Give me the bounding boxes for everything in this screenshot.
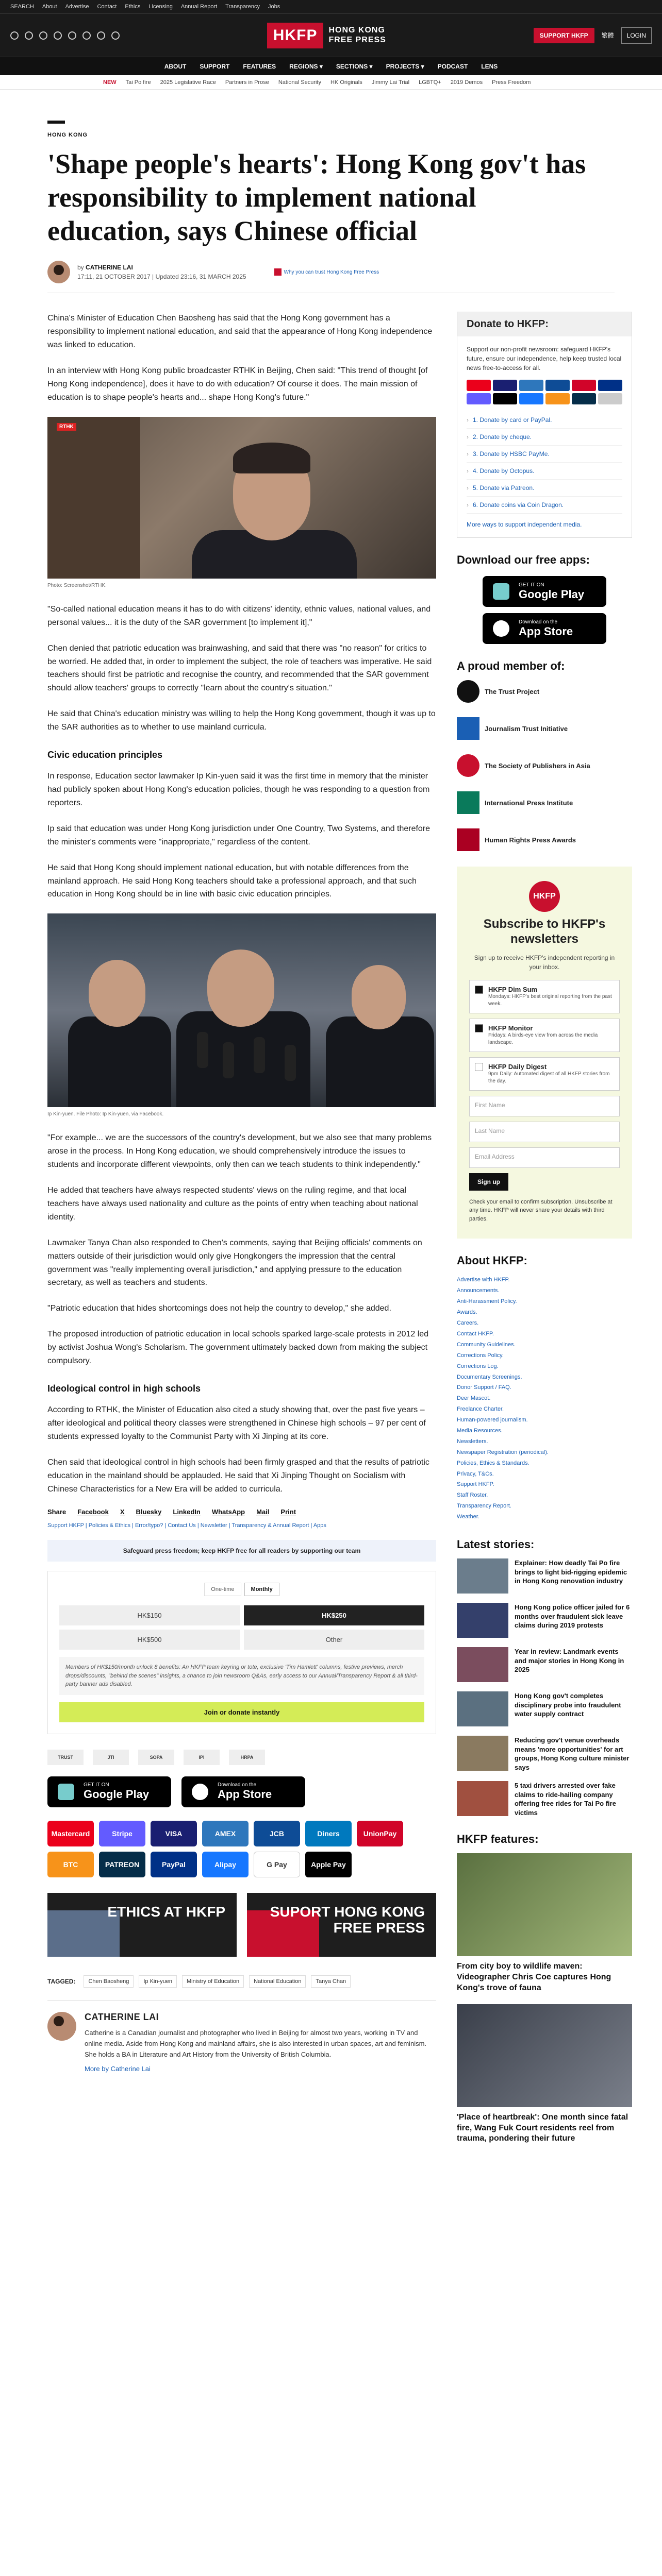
trust-project-icon — [274, 268, 282, 276]
share-print[interactable]: Print — [280, 1508, 296, 1516]
about-link[interactable]: Anti-Harassment Policy. — [457, 1298, 517, 1305]
paragraph: In response, Education sector lawmaker Ip Kin-yuen said it was the first time in memory that the minister had publicly spoken about Hong Kong's education policies, though he was responding to a question from reporters. — [47, 772, 430, 807]
about-link[interactable]: Support HKFP. — [457, 1481, 494, 1488]
donate-option[interactable] — [467, 446, 622, 463]
trust-project-logo: TRUST — [47, 1750, 84, 1765]
story-title: Explainer: How deadly Tai Po fire brings to light bid-rigging epidemic in Hong Kong renovation industry — [515, 1558, 627, 1585]
newsletter-name: HKFP Dim Sum — [488, 985, 538, 993]
paragraph: The proposed introduction of patriotic education in local schools sparked large-scale protests in 2012 led by activist Joshua Wong's Scholarism. The government ultimately backed down from making the subject compulsory. — [47, 1330, 429, 1366]
share-linkedin[interactable]: LinkedIn — [173, 1508, 201, 1516]
jti-logo: JTI — [93, 1750, 129, 1765]
article-title: 'Shape people's hearts': Hong Kong gov't has responsibility to implement national education, says Chinese official — [47, 148, 586, 246]
trending-link[interactable]: Tai Po fire — [125, 79, 151, 86]
google-play-icon — [493, 583, 509, 600]
alipay-icon: Alipay — [202, 1852, 249, 1877]
photo-caption: Ip Kin-yuen. File Photo: Ip Kin-yuen, via Facebook. — [47, 1111, 164, 1117]
member-hrpa[interactable] — [457, 828, 576, 851]
nav-item[interactable]: SUPPORT — [200, 62, 230, 70]
nav-item[interactable]: PROJECTS ▾ — [386, 62, 424, 70]
amount-option-selected[interactable]: HK$250 — [244, 1605, 424, 1625]
paragraph: Lawmaker Tanya Chan also responded to Chen's comments, saying that Beijing officials' comments on matters outside of their jurisdiction would only give Hongkongers the impression that the central government was "really implementing overall jurisdiction," and applying pressure to the education secretary, as well as teachers and students. — [47, 1238, 422, 1287]
member-benefits: Members of HK$150/month unlock 8 benefits: An HKFP team keyring or tote, exclusive 'Tim Hamlett' columns, festive previews, merch drops/discounts, "behind the scenes" insights, a chance to join newsroom Q&As, early access to our Annual/Transparency Report & all third-party banner ads disabled. — [59, 1657, 424, 1695]
more-by-author-link[interactable]: More by Catherine Lai — [85, 2065, 151, 2073]
logo-mark: HKFP — [267, 23, 324, 48]
trending-link[interactable]: Partners in Prose — [225, 79, 269, 86]
paragraph: He added that teachers have always respected students' views on the ruling regime, and that local teachers have always used nationality and culture as the points of entry when teaching about national identity. — [47, 1186, 418, 1222]
about-link[interactable]: Corrections Log. — [457, 1363, 499, 1369]
main-nav — [0, 57, 662, 75]
author-link[interactable]: CATHERINE LAI — [86, 264, 133, 272]
donate-option-label: 3. Donate by HSBC PayMe. — [473, 450, 550, 458]
trending-link[interactable]: LGBTQ+ — [419, 79, 441, 86]
google-play-button[interactable] — [483, 576, 606, 607]
donate-option[interactable] — [467, 412, 622, 429]
paragraph: Ip said that education was under Hong Kong jurisdiction under One Country, Two Systems, and therefore the minister's comments were "inappropriate," regardless of the content. — [47, 824, 431, 846]
hrpa-icon — [457, 828, 479, 851]
member-name: International Press Institute — [485, 799, 573, 807]
newsletter-desc: Mondays: HKFP's best original reporting from the past week. — [488, 993, 612, 1007]
trending-link[interactable]: HK Originals — [330, 79, 362, 86]
youtube-icon[interactable] — [68, 31, 76, 40]
store-subtitle: Download on the — [519, 619, 558, 625]
paragraph: China's Minister of Education Chen Baosheng has said that the Hong Kong government has a responsibility to implement national education, and said that the appearance of Hong Kong independence was linked to education. — [47, 314, 433, 350]
donate-heading: Donate to HKFP: — [457, 312, 632, 336]
chevron-right-icon: › — [467, 501, 469, 509]
checkbox-checked[interactable] — [475, 986, 483, 994]
member-name: The Society of Publishers in Asia — [485, 761, 590, 770]
hrpa-logo: HRPA — [229, 1750, 265, 1765]
latest-story[interactable] — [457, 1647, 632, 1682]
member-name: Journalism Trust Initiative — [485, 724, 568, 733]
about-link[interactable]: Newsletters. — [457, 1438, 488, 1445]
app-store-button[interactable] — [483, 613, 606, 644]
publish-date: 17:11, 21 OCTOBER 2017 — [77, 273, 151, 281]
topbar-link[interactable]: Advertise — [65, 4, 89, 10]
tab-monthly[interactable]: Monthly — [244, 1583, 279, 1596]
photo-caption: Photo: Screenshot/RTHK. — [47, 582, 107, 588]
story-thumbnail — [457, 1647, 508, 1682]
latest-stories — [457, 1558, 632, 1817]
donate-option[interactable] — [467, 480, 622, 497]
chevron-right-icon: › — [467, 416, 469, 424]
apple-icon — [192, 1784, 208, 1800]
latest-story[interactable] — [457, 1558, 632, 1594]
checkbox-checked[interactable] — [475, 1024, 483, 1032]
paragraph: He said that China's education ministry was willing to help the Hong Kong government, though it was up to the SAR authorities as to whether to use mainland curricula. — [47, 709, 436, 732]
share-whatsapp[interactable]: WhatsApp — [211, 1508, 245, 1516]
google-pay-icon: G Pay — [254, 1852, 300, 1877]
feature-story[interactable] — [457, 2004, 632, 2144]
newsletter-option[interactable] — [469, 1057, 620, 1091]
signup-fineprint: Check your email to confirm subscription. Unsubscribe at any time. HKFP will never share your details with third parties. — [469, 1198, 613, 1222]
linkedin-icon[interactable] — [82, 31, 91, 40]
story-title: Hong Kong police officer jailed for 6 months over fraudulent sick leave claims during 2019 protests — [515, 1603, 630, 1630]
mastercard-icon: Mastercard — [47, 1821, 94, 1846]
sidebar-app-buttons — [457, 576, 632, 644]
sopa-logo: SOPA — [138, 1750, 174, 1765]
topbar-link[interactable]: Transparency — [225, 4, 260, 10]
paragraph: "Patriotic education that hides shortcomings does not help the country to develop," she added. — [47, 1304, 391, 1313]
sopa-icon — [457, 754, 479, 777]
nav-item[interactable]: PODCAST — [437, 62, 468, 70]
newsletter-option[interactable] — [469, 1019, 620, 1052]
author-name[interactable]: CATHERINE LAI — [85, 2011, 159, 2022]
topbar-link[interactable]: Jobs — [268, 4, 280, 10]
story-thumbnail — [457, 1603, 508, 1638]
author-bio: Catherine is a Canadian journalist and photographer who lived in Beijing for almost two years, working in TV and online media. Aside from Hong Kong and mainland affairs, she is also interested in urban spaces, art and feminism. She holds a BA in Literature and Art History from the University of British Columbia. — [85, 2028, 427, 2058]
join-button[interactable]: Join or donate instantly — [59, 1702, 424, 1722]
article-body — [47, 312, 436, 2155]
tag-link[interactable]: Ministry of Education — [182, 1975, 244, 1988]
last-name-field[interactable]: Last Name — [469, 1122, 620, 1142]
jcb-icon: JCB — [254, 1821, 300, 1846]
logo-text: FREE PRESS — [328, 35, 386, 44]
member-sopa[interactable] — [457, 754, 590, 777]
store-subtitle: GET IT ON — [519, 582, 544, 588]
about-link[interactable]: Freelance Charter. — [457, 1406, 504, 1413]
subheading: Civic education principles — [47, 750, 163, 760]
about-link[interactable]: Contact HKFP. — [457, 1330, 494, 1337]
trust-link[interactable] — [274, 268, 379, 276]
safeguard-banner[interactable]: Safeguard press freedom; keep HKFP free for all readers by supporting our team — [47, 1540, 436, 1562]
about-link[interactable]: Weather. — [457, 1514, 479, 1520]
about-link[interactable]: Careers. — [457, 1320, 479, 1327]
donate-option-label: 4. Donate by Octopus. — [473, 467, 535, 475]
about-link[interactable]: Awards. — [457, 1309, 477, 1316]
support-button[interactable]: SUPPORT HKFP — [534, 28, 594, 43]
support-banner[interactable] — [247, 1893, 436, 1957]
member-trust-project[interactable] — [457, 680, 539, 703]
chevron-right-icon: › — [467, 467, 469, 475]
google-play-icon — [58, 1784, 74, 1800]
trending-tags — [0, 75, 662, 90]
newsletter-desc: Fridays: A birds-eye view from across the media landscape. — [488, 1032, 598, 1045]
topbar-link[interactable]: Licensing — [148, 4, 173, 10]
member-name: Human Rights Press Awards — [485, 836, 576, 844]
article-photo — [47, 913, 436, 1107]
story-thumbnail — [457, 1691, 508, 1726]
donate-intro: Support our non-profit newsroom: safeguard HKFP's future, ensure our independence, help keep trusted local news free-to-access for all. — [467, 346, 622, 372]
tagged-label: TAGGED: — [47, 1977, 76, 1985]
store-subtitle: GET IT ON — [84, 1782, 109, 1788]
about-link[interactable]: Human-powered journalism. — [457, 1417, 528, 1423]
feature-image — [457, 1853, 632, 1956]
trending-link[interactable]: 2019 Demos — [450, 79, 483, 86]
share-label: Share — [47, 1508, 67, 1516]
store-title: Google Play — [84, 1788, 150, 1801]
amount-option[interactable]: HK$150 — [59, 1605, 240, 1625]
paragraph: "For example... we are the successors of the country's development, but we also see that many problems arose in the process. In Hong Kong education, we should comprehensively introduce the issues to students and incorporate different viewpoints, only then can we teach students to think independently." — [47, 1133, 432, 1170]
sidebar — [457, 312, 632, 2155]
about-link[interactable]: Policies, Ethics & Standards. — [457, 1460, 529, 1466]
about-link[interactable]: Donor Support / FAQ. — [457, 1384, 511, 1391]
about-link[interactable]: Newspaper Registration (periodical). — [457, 1449, 549, 1455]
patreon-icon: PATREON — [99, 1852, 145, 1877]
payment-methods — [47, 1821, 436, 1877]
login-button[interactable]: LOGIN — [621, 27, 652, 44]
ipi-logo: IPI — [184, 1750, 220, 1765]
card-logos — [467, 380, 622, 404]
language-link[interactable]: 繁體 — [601, 32, 614, 39]
paragraph: In an interview with Hong Kong public broadcaster RTHK in Beijing, Chen said: "This trend of thought [of Hong Kong independence], does it have to do with education? Of course it does. The main mission of education is to shape people's hearts and... shape Hong Kong's future." — [47, 366, 428, 402]
about-heading: About HKFP: — [457, 1254, 527, 1267]
features-heading: HKFP features: — [457, 1833, 539, 1846]
ipi-icon — [457, 791, 479, 814]
diners-icon: Diners — [305, 1821, 352, 1846]
subscribe-title: Subscribe to HKFP's newsletters — [483, 917, 606, 946]
trending-link[interactable]: Jimmy Lai Trial — [371, 79, 410, 86]
site-logo[interactable] — [267, 23, 386, 48]
latest-story[interactable] — [457, 1691, 632, 1726]
about-link[interactable]: Privacy, T&Cs. — [457, 1470, 494, 1477]
topbar-link[interactable]: Ethics — [125, 4, 141, 10]
subscribe-lead: Sign up to receive HKFP's independent reporting in your inbox. — [474, 954, 615, 971]
paragraph: He said that Hong Kong should implement national education, but with notable differences from the mainland approach. He said Hong Kong teachers should take a professional approach, and that such education in Hong Kong should be in line with basic civic education principles. — [47, 863, 417, 899]
latest-story[interactable] — [457, 1781, 632, 1817]
story-thumbnail — [457, 1736, 508, 1771]
top-utility-bar — [0, 0, 662, 13]
threads-icon[interactable] — [54, 31, 62, 40]
by-prefix: by — [77, 264, 84, 272]
social-links — [10, 31, 120, 40]
about-links — [457, 1275, 632, 1522]
signup-button[interactable]: Sign up — [469, 1173, 508, 1191]
member-jti[interactable] — [457, 717, 568, 740]
paragraph: Chen denied that patriotic education was brainwashing, and said that there was "no reason" for critics to be worried. He added that, in order to implement the subject, the role of teachers was imperative. He said teachers should first be patriotic and recognise the country, and recommended that the SAR government should allow teachers' groups to correctly "learn about the country's situation." — [47, 643, 432, 693]
subheading: Ideological control in high schools — [47, 1383, 201, 1394]
about-link[interactable]: Deer Mascot. — [457, 1395, 491, 1402]
twitter-icon[interactable] — [10, 31, 19, 40]
nav-item[interactable]: ABOUT — [164, 62, 187, 70]
banner-text: SUPORT HONG KONG FREE PRESS — [270, 1903, 425, 1936]
amount-option[interactable]: HK$500 — [59, 1630, 240, 1650]
paragraph: Chen said that ideological control in high schools had been firmly grasped and that the results of patriotic education in the mainland should be applauded. He said that Xi Jinping Thought on Socialism with Chinese Characteristics for a New Era will be added to curricula. — [47, 1458, 429, 1494]
feature-image — [457, 2004, 632, 2107]
chevron-right-icon: › — [467, 484, 469, 492]
more-ways-link[interactable]: More ways to support independent media. — [467, 521, 582, 529]
store-subtitle: Download on the — [218, 1782, 257, 1788]
rss-icon[interactable] — [111, 31, 120, 40]
unionpay-icon: UnionPay — [357, 1821, 403, 1846]
feature-title: From city boy to wildlife maven: Videographer Chris Coe captures Hong Kong's trove of fauna — [457, 1962, 611, 1992]
section-bar — [47, 121, 65, 124]
latest-heading: Latest stories: — [457, 1537, 535, 1551]
masthead — [0, 13, 662, 57]
trust-project-icon — [457, 680, 479, 703]
feature-story[interactable] — [457, 1853, 632, 1993]
app-store-button[interactable] — [181, 1776, 305, 1807]
story-title: Reducing gov't venue overheads means 'more opportunities' for art groups, Hong Kong culture minister says — [515, 1736, 630, 1771]
paypal-icon: PayPal — [151, 1852, 197, 1877]
apps-heading: Download our free apps: — [457, 553, 590, 567]
donate-option-label: 2. Donate by cheque. — [473, 433, 532, 441]
app-store-buttons — [47, 1776, 436, 1807]
amount-option-other[interactable]: Other — [244, 1630, 424, 1650]
bitcoin-icon: BTC — [47, 1852, 94, 1877]
author-avatar — [47, 261, 70, 283]
amex-icon: AMEX — [202, 1821, 249, 1846]
latest-story[interactable] — [457, 1736, 632, 1772]
donate-option[interactable] — [467, 497, 622, 514]
hkfp-logo: HKFP — [529, 881, 560, 912]
share-facebook[interactable]: Facebook — [77, 1508, 109, 1516]
facebook-icon[interactable] — [25, 31, 33, 40]
about-link[interactable]: Staff Roster. — [457, 1492, 488, 1499]
nav-item[interactable]: FEATURES — [243, 62, 276, 70]
search-link[interactable]: SEARCH — [10, 4, 34, 10]
donate-box — [457, 312, 632, 538]
newsletter-name: HKFP Monitor — [488, 1024, 533, 1032]
story-title: 5 taxi drivers arrested over fake claims to ride-hailing company offering free rides for Tai Po fire victims — [515, 1782, 616, 1817]
tab-one-time[interactable]: One-time — [204, 1583, 241, 1596]
nav-item[interactable]: LENS — [481, 62, 498, 70]
article-photo — [47, 417, 436, 579]
story-title: Hong Kong gov't completes disciplinary probe into fraudulent water supply contract — [515, 1691, 621, 1718]
about-link[interactable]: Media Resources. — [457, 1427, 503, 1434]
share-mail[interactable]: Mail — [256, 1508, 270, 1516]
share-bar — [47, 1508, 436, 1516]
trending-link[interactable]: 2025 Legislative Race — [160, 79, 216, 86]
store-title: App Store — [519, 624, 573, 638]
logo-text: HONG KONG — [328, 26, 385, 35]
trending-link[interactable]: Press Freedom — [492, 79, 531, 86]
first-name-field[interactable]: First Name — [469, 1096, 620, 1116]
newsletter-signup — [457, 867, 632, 1239]
article-tags — [47, 1975, 436, 1988]
topbar-link[interactable]: Contact — [97, 4, 117, 10]
paragraph: "So-called national education means it has to do with citizens' identity, ethnic values, national values, and personal values... it is the duty of the SAR government [to implement it]," — [47, 604, 431, 627]
apple-icon — [493, 620, 509, 637]
checkbox-unchecked[interactable] — [475, 1063, 483, 1071]
byline: by CATHERINE LAI 17:11, 21 OCTOBER 2017 | Updated 23:16, 31 MARCH 2025 Why you can trust Hong Kong Free Press — [47, 261, 615, 293]
instagram-icon[interactable] — [39, 31, 47, 40]
updated-date: Updated 23:16, 31 MARCH 2025 — [155, 273, 246, 281]
tag-link[interactable]: Ip Kin-yuen — [139, 1975, 177, 1988]
member-list — [457, 680, 632, 851]
donate-option-label: 6. Donate coins via Coin Dragon. — [473, 501, 564, 509]
donate-option-label: 1. Donate by card or PayPal. — [473, 416, 552, 424]
trending-link[interactable]: National Security — [278, 79, 321, 86]
topbar-link[interactable]: Annual Report — [180, 4, 218, 10]
trust-link-label: Why you can trust Hong Kong Free Press — [284, 269, 379, 275]
nav-item[interactable]: REGIONS ▾ — [289, 62, 323, 70]
new-label: NEW — [103, 79, 117, 86]
chevron-right-icon: › — [467, 433, 469, 441]
apple-pay-icon: Apple Pay — [305, 1852, 352, 1877]
about-link[interactable]: Announcements. — [457, 1287, 500, 1294]
share-x[interactable]: X — [120, 1508, 125, 1516]
footer-links[interactable]: Support HKFP | Policies & Ethics | Error/typo? | Contact Us | Newsletter | Transparency & Annual Report | Apps — [47, 1522, 326, 1529]
about-link[interactable]: Community Guidelines. — [457, 1341, 516, 1348]
ethics-banner[interactable] — [47, 1893, 237, 1957]
about-link[interactable]: Documentary Screenings. — [457, 1374, 522, 1380]
member-heading: A proud member of: — [457, 659, 565, 673]
about-link[interactable]: Advertise with HKFP. — [457, 1277, 510, 1283]
tag-link[interactable]: Chen Baosheng — [84, 1975, 134, 1988]
latest-story[interactable] — [457, 1603, 632, 1638]
google-play-button[interactable] — [47, 1776, 171, 1807]
story-title: Year in review: Landmark events and major stories in Hong Kong in 2025 — [515, 1647, 624, 1674]
store-title: App Store — [218, 1788, 272, 1801]
stripe-icon: Stripe — [99, 1821, 145, 1846]
tag-link[interactable]: Tanya Chan — [311, 1975, 351, 1988]
share-bluesky[interactable]: Bluesky — [136, 1508, 162, 1516]
donate-option[interactable] — [467, 463, 622, 480]
feature-title: 'Place of heartbreak': One month since fatal fire, Wang Fuk Court residents reel from trauma, pondering their future — [457, 2112, 628, 2143]
section-label[interactable]: HONG KONG — [47, 132, 88, 138]
telegram-icon[interactable] — [97, 31, 105, 40]
newsletter-desc: 9pm Daily: Automated digest of all HKFP stories from the day. — [488, 1071, 610, 1084]
member-logos — [47, 1750, 436, 1765]
visa-icon: VISA — [151, 1821, 197, 1846]
banner-text: ETHICS AT HKFP — [107, 1903, 225, 1920]
donate-option-label: 5. Donate via Patreon. — [473, 484, 535, 492]
topbar-link[interactable]: About — [42, 4, 57, 10]
tag-link[interactable]: National Education — [249, 1975, 306, 1988]
newsletter-option[interactable] — [469, 980, 620, 1013]
chevron-right-icon: › — [467, 450, 469, 458]
author-box — [47, 2000, 436, 2073]
nav-item[interactable]: SECTIONS ▾ — [336, 62, 373, 70]
story-thumbnail — [457, 1558, 508, 1594]
store-title: Google Play — [519, 587, 585, 601]
donate-option[interactable] — [467, 429, 622, 446]
about-link[interactable]: Transparency Report. — [457, 1503, 511, 1510]
author-avatar — [47, 2012, 76, 2041]
donate-widget — [47, 1571, 436, 1734]
email-field[interactable]: Email Address — [469, 1147, 620, 1168]
member-ipi[interactable] — [457, 791, 573, 814]
story-thumbnail — [457, 1781, 508, 1816]
paragraph: According to RTHK, the Minister of Education also cited a study showing that, over the past five years – after ideological and political theory classes were strengthened in Chinese high schools – 97 per cent of students expressed loyalty to the Communist Party with Xi Jinping at its core. — [47, 1405, 426, 1441]
member-name: The Trust Project — [485, 687, 540, 696]
rthk-logo: RTHK — [57, 423, 76, 431]
about-link[interactable]: Corrections Policy. — [457, 1352, 504, 1359]
promo-banners — [47, 1893, 436, 1957]
jti-icon — [457, 717, 479, 740]
newsletter-name: HKFP Daily Digest — [488, 1062, 547, 1071]
